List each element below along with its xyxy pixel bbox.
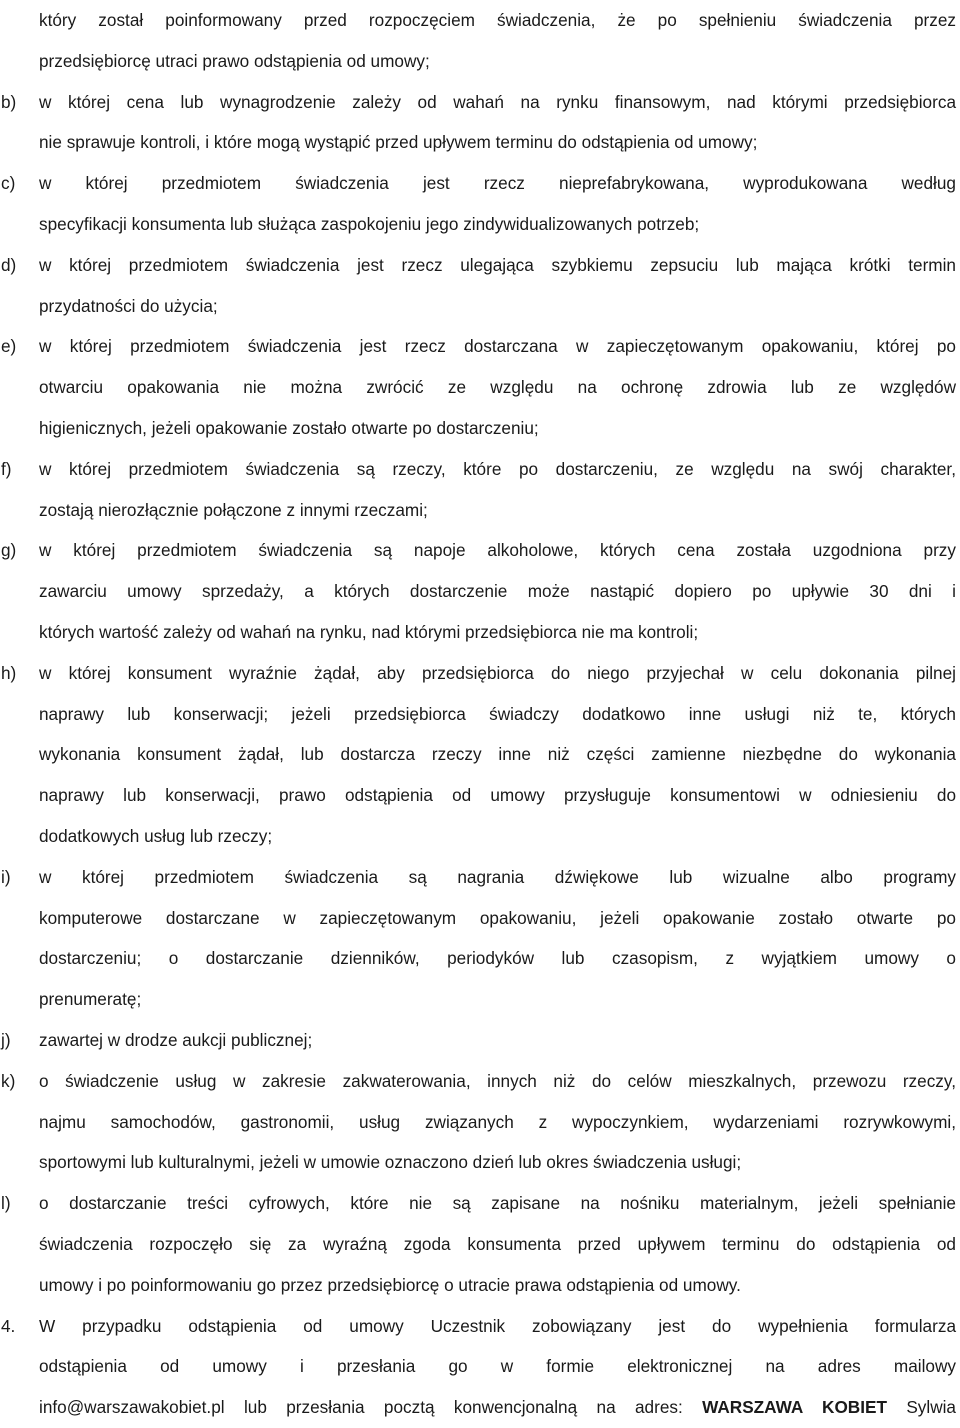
list-marker: j) [1,1029,11,1050]
list-marker: f) [1,458,12,479]
list-item [0,163,960,245]
list-item [0,653,960,857]
person-name-fragment: Sylwia [886,1397,956,1418]
text-line: zostają nierozłącznie połączone z innymi rzeczami; [39,499,428,520]
list-item [0,1061,960,1183]
text-line: których wartość zależy od wahań na rynku, nad którymi przedsiębiorca nie ma kontroli; [39,621,699,642]
list-marker: c) [1,173,16,194]
text-line: w której przedmiotem świadczenia są napoje alkoholowe, których cena została uzgodniona przy [39,540,956,561]
list-marker: g) [1,540,17,561]
email-address-text: info@warszawakobiet.pl lub przesłania pocztą konwencjonalną na adres: [39,1397,703,1418]
text-line: nie sprawuje kontroli, i które mogą wystąpić przed upływem terminu do odstąpienia od umowy; [39,132,758,153]
text-line: w której cena lub wynagrodzenie zależy od wahań na rynku finansowym, nad którymi przedsiębiorca [39,91,956,112]
text-line: o świadczenie usług w zakresie zakwaterowania, innych niż do celów mieszkalnych, przewozu rzeczy, [39,1070,956,1091]
text-line: odstąpienia od umowy i przesłania go w formie elektronicznej na adres mailowy [39,1356,956,1377]
text-line: specyfikacji konsumenta lub służąca zaspokojeniu jego zindywidualizowanych potrzeb; [39,213,700,234]
text-line: w której przedmiotem świadczenia są nagrania dźwiękowe lub wizualne albo programy [39,866,956,887]
text-line: w której przedmiotem świadczenia jest rzecz ulegająca szybkiemu zepsuciu lub mająca krótki termin [39,254,956,275]
list-item [0,82,960,164]
list-marker: l) [1,1193,11,1214]
text-line: komputerowe dostarczane w zapieczętowanym opakowaniu, jeżeli opakowanie zostało otwarte po [39,907,956,928]
list-marker: h) [1,662,17,683]
text-line: otwarciu opakowania nie można zwrócić ze względu na ochronę zdrowia lub ze względów [39,377,956,398]
text-line: W przypadku odstąpienia od umowy Uczestnik zobowiązany jest do wypełnienia formularza [39,1315,956,1336]
text-line: prenumeratę; [39,989,142,1010]
text-line: wykonania konsument żądał, lub dostarcza rzeczy inne niż części zamienne niezbędne do wykonania [39,744,956,765]
text-line: zawarciu umowy sprzedaży, a których dostarczenie może nastąpić dopiero po upływie 30 dni i [39,581,956,602]
text-line: w której przedmiotem świadczenia jest rzecz nieprefabrykowana, wyprodukowana według [39,173,956,194]
text-line: sportowymi lub kulturalnymi, jeżeli w umowie oznaczono dzień lub okres świadczenia usługi; [39,1152,742,1173]
text-line: przedsiębiorcę utraci prawo odstąpienia od umowy; [39,50,430,71]
text-line: w której przedmiotem świadczenia są rzeczy, które po dostarczeniu, ze względu na swój charakter, [39,458,956,479]
text-line: który został poinformowany przed rozpoczęciem świadczenia, że po spełnieniu świadczenia przez [39,10,956,30]
text-line: o dostarczanie treści cyfrowych, które nie są zapisane na nośniku materialnym, jeżeli spełnianie [39,1193,956,1214]
list-marker: 4. [1,1315,16,1336]
text-line: najmu samochodów, gastronomii, usług związanych z wypoczynkiem, wydarzeniami rozrywkowymi, [39,1111,956,1132]
list-item [0,449,960,531]
text-line: dostarczeniu; o dostarczanie dzienników, periodyków lub czasopism, z wyjątkiem umowy o [39,948,956,969]
list-marker: i) [1,866,11,887]
text-line: świadczenia rozpoczęło się za wyraźną zgoda konsumenta przed upływem terminu do odstąpienia od [39,1233,956,1254]
list-marker: b) [1,91,17,112]
text-line: dodatkowych usług lub rzeczy; [39,825,273,846]
list-item [0,0,960,82]
text-line: w której konsument wyraźnie żądał, aby przedsiębiorca do niego przyjechał w celu dokonania pilnej [39,662,956,683]
list-item [0,1306,960,1428]
list-item [0,1183,960,1305]
list-item [0,326,960,448]
text-line: higienicznych, jeżeli opakowanie zostało otwarte po dostarczeniu; [39,417,539,438]
text-line: zawartej w drodze aukcji publicznej; [39,1029,313,1050]
list-item [0,530,960,652]
text-line: przydatności do użycia; [39,295,218,316]
text-line: umowy i po poinformowaniu go przez przedsiębiorcę o utracie prawa odstąpienia od umowy. [39,1274,741,1295]
text-line: naprawy lub konserwacji, prawo odstąpienia od umowy przysługuje konsumentowi w odniesieniu do [39,785,956,806]
list-marker: k) [1,1070,16,1091]
text-line: naprawy lub konserwacji; jeżeli przedsiębiorca świadczy dodatkowo inne usługi niż te, których [39,703,956,724]
list-item [0,857,960,1020]
list-marker: d) [1,254,17,275]
address-line [39,1387,956,1428]
list-item [0,1020,960,1061]
list-marker: e) [1,336,17,357]
company-name: WARSZAWA KOBIET [702,1397,887,1418]
text-line: w której przedmiotem świadczenia jest rzecz dostarczana w zapieczętowanym opakowaniu, której po [39,336,956,357]
list-item [0,245,960,327]
